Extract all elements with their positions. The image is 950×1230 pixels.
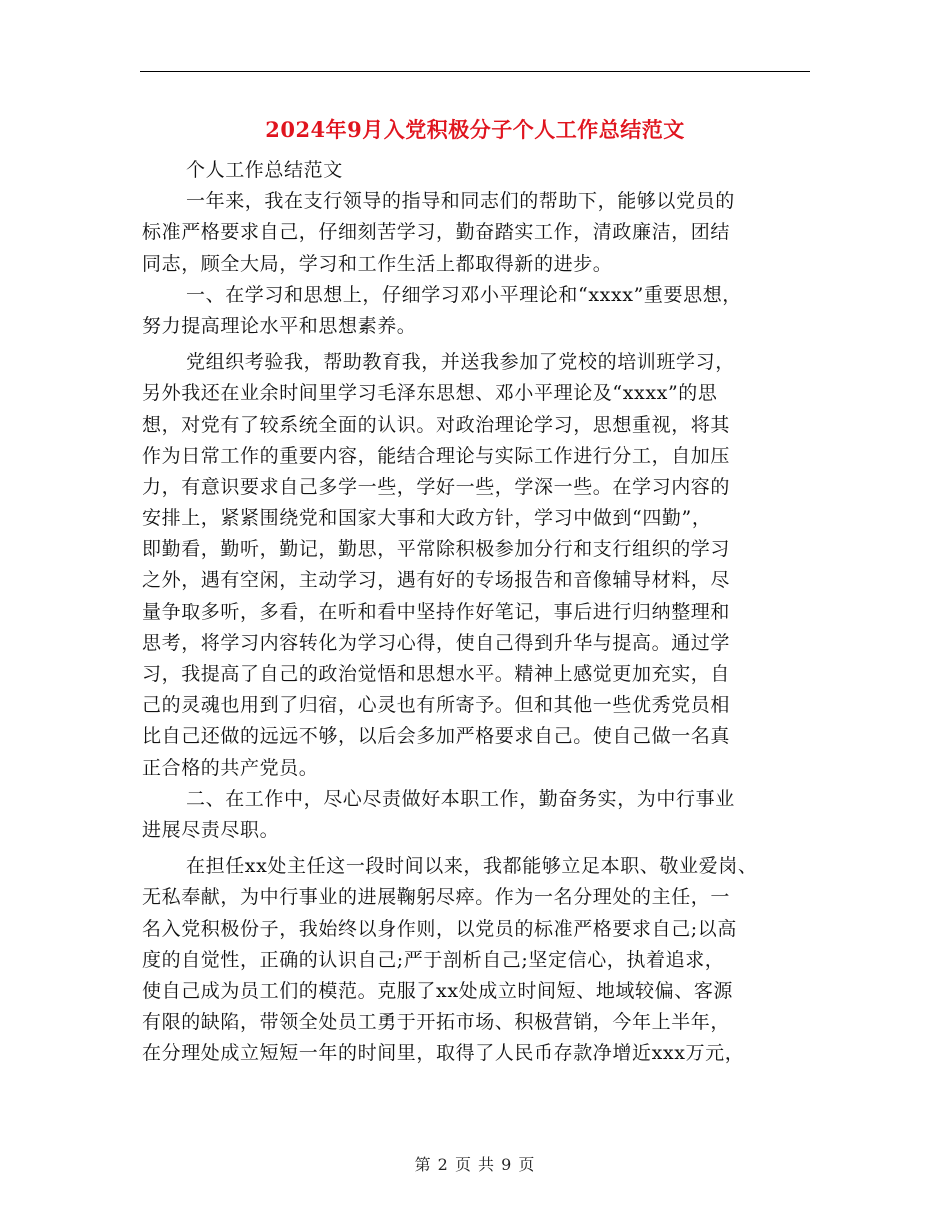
body-line: 进展尽责尽职。 — [142, 818, 280, 841]
body-line: 标准严格要求自己，仔细刻苦学习，勤奋踏实工作，清政廉洁，团结 — [142, 221, 731, 244]
body-line: 想，对党有了较系统全面的认识。对政治理论学习，思想重视，将其 — [142, 413, 731, 436]
body-line: 党组织考验我，帮助教育我，并送我参加了党校的培训班学习， — [186, 351, 735, 374]
body-line: 作为日常工作的重要内容，能结合理论与实际工作进行分工，自加压 — [142, 444, 731, 467]
body-line: 比自己还做的远远不够，以后会多加严格要求自己。使自己做一名真 — [142, 725, 731, 748]
body-line: 之外，遇有空闲，主动学习，遇有好的专场报告和音像辅导材料，尽 — [142, 569, 731, 592]
document-body — [142, 155, 812, 1069]
body-line: 安排上，紧紧围绕党和国家大事和大政方针，学习中做到“四勤”， — [142, 507, 712, 530]
body-line: 正合格的共产党员。 — [142, 756, 319, 779]
body-line: 在担任xx处主任这一段时间以来，我都能够立足本职、敬业爱岗、 — [186, 855, 758, 878]
body-line: 度的自觉性，正确的认识自己;严于剖析自己;坚定信心，执着追求， — [142, 948, 725, 971]
body-line: 另外我还在业余时间里学习毛泽东思想、邓小平理论及“xxxx”的思 — [142, 382, 718, 405]
body-line: 名入党积极份子，我始终以身作则，以党员的标准严格要求自己;以高 — [142, 917, 738, 940]
body-line: 使自己成为员工们的模范。克服了xx处成立时间短、地域较偏、客源 — [142, 979, 734, 1002]
body-line: 同志，顾全大局，学习和工作生活上都取得新的进步。 — [142, 252, 613, 275]
section-heading: 个人工作总结范文 — [186, 159, 343, 181]
body-line: 有限的缺陷，带领全处员工勇于开拓市场、积极营销，今年上半年， — [142, 1011, 731, 1034]
body-line: 量争取多听，多看，在听和看中坚持作好笔记，事后进行归纳整理和 — [142, 600, 731, 623]
body-line: 思考，将学习内容转化为学习心得，使自己得到升华与提高。通过学 — [142, 631, 731, 654]
body-line: 努力提高理论水平和思想素养。 — [142, 314, 417, 337]
body-line: 无私奉献，为中行事业的进展鞠躬尽瘁。作为一名分理处的主任，一 — [142, 886, 731, 909]
page-number: 第 2 页 共 9 页 — [414, 1155, 536, 1174]
body-line: 即勤看，勤听，勤记，勤思，平常除积极参加分行和支行组织的学习 — [142, 538, 731, 561]
header-rule — [140, 71, 810, 72]
body-line: 力，有意识要求自己多学一些，学好一些，学深一些。在学习内容的 — [142, 475, 731, 498]
body-line: 在分理处成立短短一年的时间里，取得了人民币存款净增近xxx万元， — [142, 1042, 745, 1065]
body-line: 一年来，我在支行领导的指导和同志们的帮助下，能够以党员的 — [186, 190, 735, 213]
body-line: 习，我提高了自己的政治觉悟和思想水平。精神上感觉更加充实，自 — [142, 663, 731, 685]
body-line: 一、在学习和思想上，仔细学习邓小平理论和“xxxx”重要思想， — [186, 283, 742, 306]
body-line: 己的灵魂也用到了归宿，心灵也有所寄予。但和其他一些优秀党员相 — [142, 694, 731, 717]
document-title: 2024年9月入党积极分子个人工作总结范文 — [265, 117, 685, 142]
body-line: 二、在工作中，尽心尽责做好本职工作，勤奋务实，为中行事业 — [186, 787, 735, 810]
